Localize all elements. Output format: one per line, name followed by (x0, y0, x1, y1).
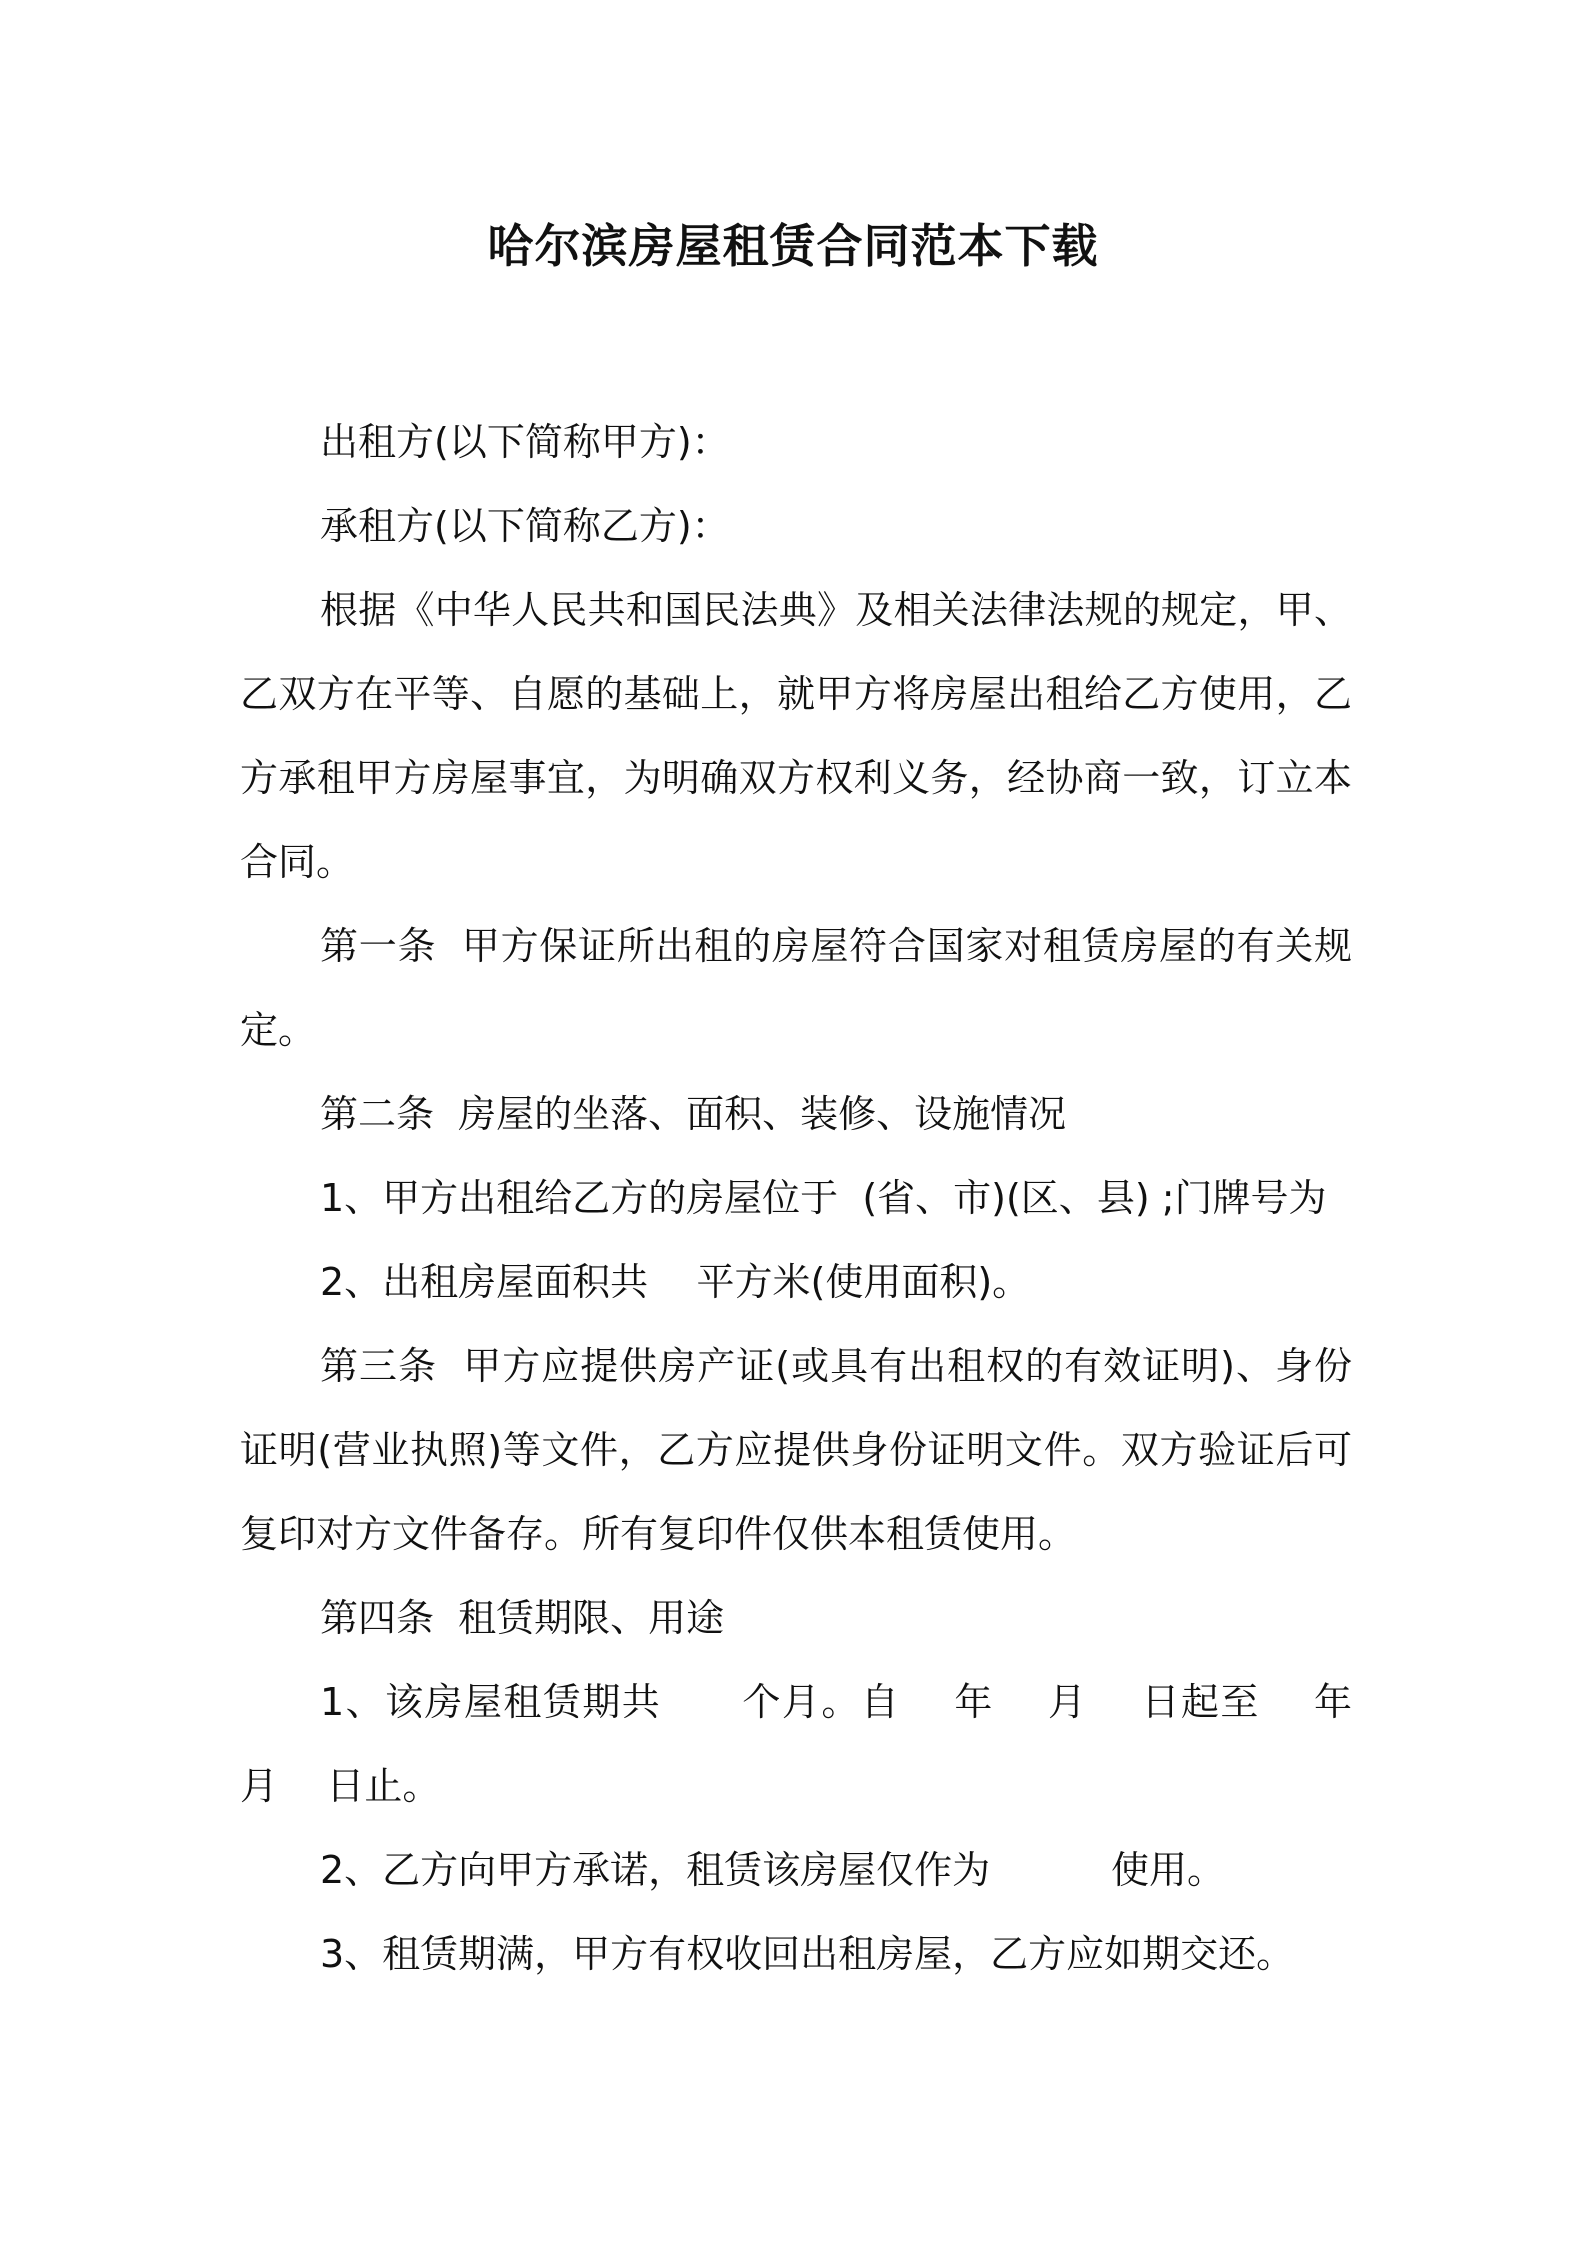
document-title: 哈尔滨房屋租赁合同范本下载 (487, 219, 1099, 273)
paragraph-article-2-item-2: 2、出租房屋面积共 平方米(使用面积)。 (320, 1260, 1031, 1304)
paragraph-article-3: 第三条 甲方应提供房产证(或具有出租权的有效证明)、身份证明(营业执照)等文件，乙方应提供身份证明文件。双方验证后可复印对方文件备存。所有复印件仅供本租赁使用。 (240, 1344, 1352, 1556)
paragraph-article-4-heading: 第四条 租赁期限、用途 (320, 1596, 725, 1640)
paragraph-lessor: 出租方(以下简称甲方)： (320, 420, 730, 464)
paragraph-lessee: 承租方(以下简称乙方)： (320, 504, 730, 548)
paragraph-preamble: 根据《中华人民共和国民法典》及相关法律法规的规定，甲、乙双方在平等、自愿的基础上，就甲方将房屋出租给乙方使用，乙方承租甲方房屋事宜，为明确双方权利义务，经协商一致，订立本合同。 (240, 588, 1352, 884)
document-body (240, 400, 1401, 1996)
paragraph-article-4-item-1: 1、该房屋租赁期共 个月。自 年 月 日起至 年 月 日止。 (240, 1680, 1401, 1808)
paragraph-article-4-item-3: 3、租赁期满，甲方有权收回出租房屋，乙方应如期交还。 (320, 1932, 1295, 1976)
paragraph-article-2-item-1: 1、甲方出租给乙方的房屋位于 (省、市)(区、县) ;门牌号为 (320, 1176, 1327, 1220)
paragraph-article-1: 第一条 甲方保证所出租的房屋符合国家对租赁房屋的有关规定。 (240, 924, 1352, 1052)
paragraph-article-4-item-2: 2、乙方向甲方承诺，租赁该房屋仅作为 使用。 (320, 1848, 1225, 1892)
paragraph-article-2-heading: 第二条 房屋的坐落、面积、装修、设施情况 (320, 1092, 1067, 1136)
